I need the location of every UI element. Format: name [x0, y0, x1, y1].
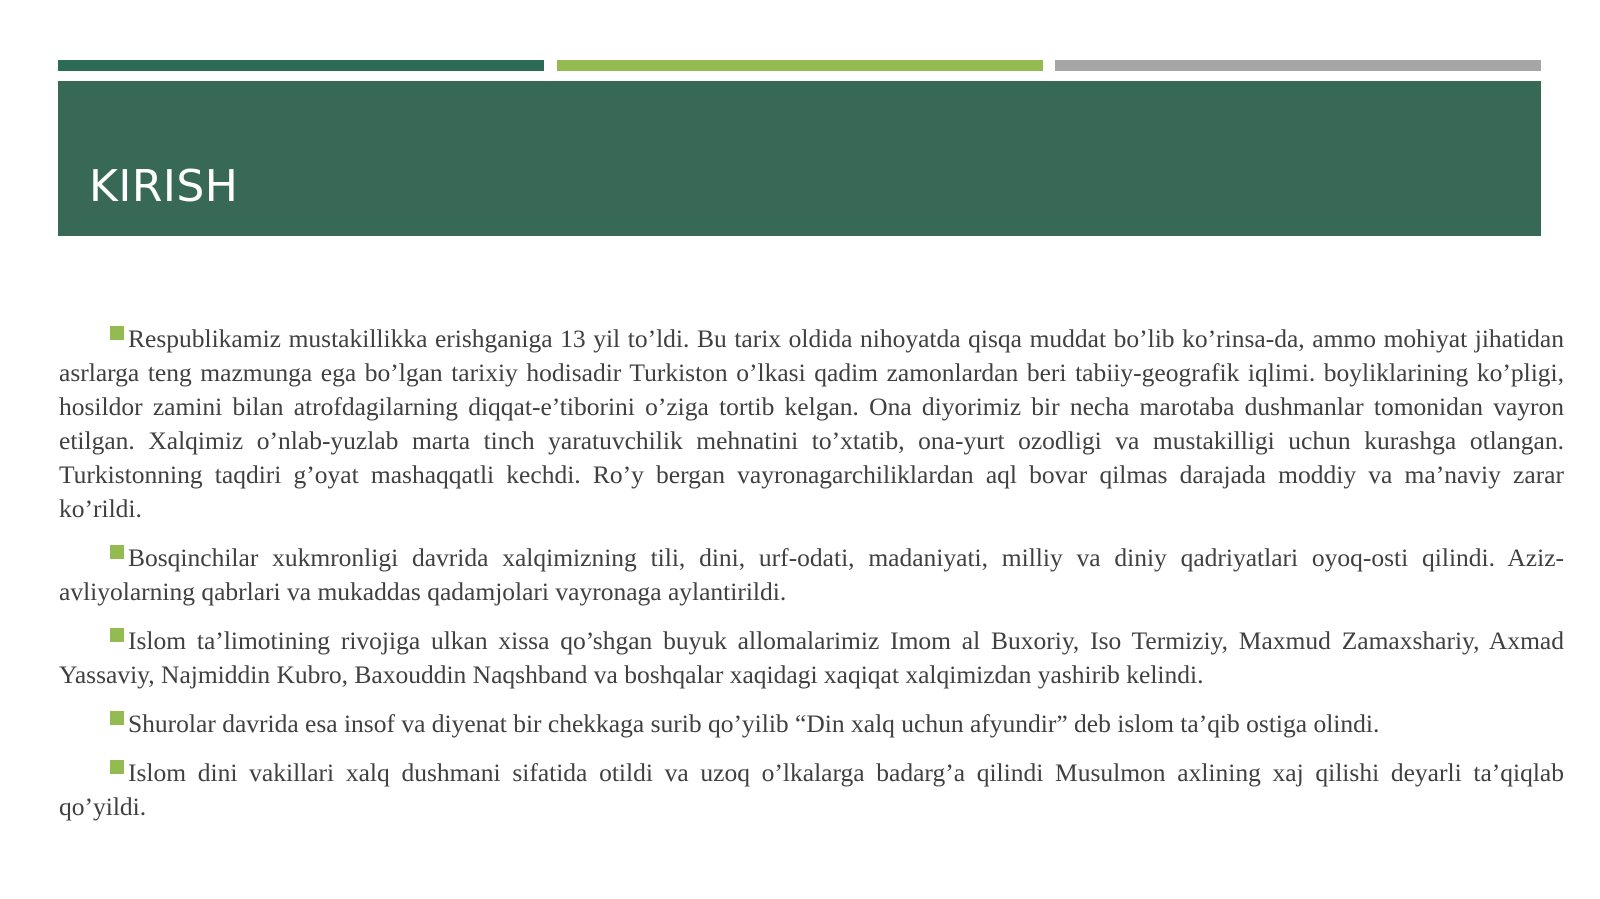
square-bullet-icon — [110, 711, 124, 725]
square-bullet-icon — [110, 628, 124, 642]
square-bullet-icon — [110, 545, 124, 559]
paragraph-text: Bosqinchilar xukmronligi davrida xalqimizning tili, dini, urf-odati, madaniyati, milliy va diniy qadriyatlari oyoq-osti qilindi. Aziz-avliyolarning qabrlari va mukaddas qadamjolari vayronaga aylantirildi. — [59, 543, 1564, 606]
paragraph — [59, 707, 1564, 741]
paragraph-text: Shurolar davrida esa insof va diyenat bir chekkaga surib qo’yilib “Din xalq uchun afyundir” deb islom ta’qib ostiga olindi. — [128, 709, 1380, 738]
paragraph — [59, 322, 1564, 526]
slide-body — [59, 322, 1564, 839]
paragraph — [59, 624, 1564, 692]
paragraph-text: Islom dini vakillari xalq dushmani sifatida otildi va uzoq o’lkalarga badarg’a qilindi Musulmon axlining xaj qilishi deyarli ta’qiqlab qo’yildi. — [59, 758, 1564, 821]
paragraph-text: Respublikamiz mustakillikka erishganiga 13 yil to’ldi. Bu tarix oldida nihoyatda qisqa muddat bo’lib ko’rinsa-da, ammo mohiyat jihatidan asrlarga teng mazmunga ega bo’lgan tarixiy hodisadir Turkiston o’lkasi qadim zamonlardan beri tabiiy-geografik iqlimi. boyliklarining ko’pligi, hosildor zamini bilan atrofdagilarning diqqat-e’tiborini o’ziga tortib kelgan. Ona diyorimiz bir necha marotaba dushmanlar tomonidan vayron etilgan. Xalqimiz o’nlab-yuzlab marta tinch yaratuvchilik mehnatini to’xtatib, ona-yurt ozodligi va mustakilligi uchun kurashga otlangan. Turkistonning taqdiri g’oyat mashaqqatli kechdi. Ro’y bergan vayronagarchiliklardan aql bovar qilmas darajada moddiy va ma’naviy zarar ko’rildi. — [59, 324, 1564, 523]
square-bullet-icon — [110, 760, 124, 774]
square-bullet-icon — [110, 326, 124, 340]
accent-bar-dark-green — [58, 60, 544, 71]
accent-bar-light-green — [557, 60, 1043, 71]
title-band — [58, 81, 1541, 236]
paragraph-text: Islom ta’limotining rivojiga ulkan xissa qo’shgan buyuk allomalarimiz Imom al Buxoriy, Iso Termiziy, Maxmud Zamaxshariy, Axmad Yassaviy, Najmiddin Kubro, Baxouddin Naqshband va boshqalar xaqidagi xaqiqat xalqimizdan yashirib kelindi. — [59, 626, 1564, 689]
accent-bar-gray — [1055, 60, 1541, 71]
paragraph — [59, 756, 1564, 824]
paragraph — [59, 541, 1564, 609]
slide-title: KIRISH — [89, 161, 239, 212]
